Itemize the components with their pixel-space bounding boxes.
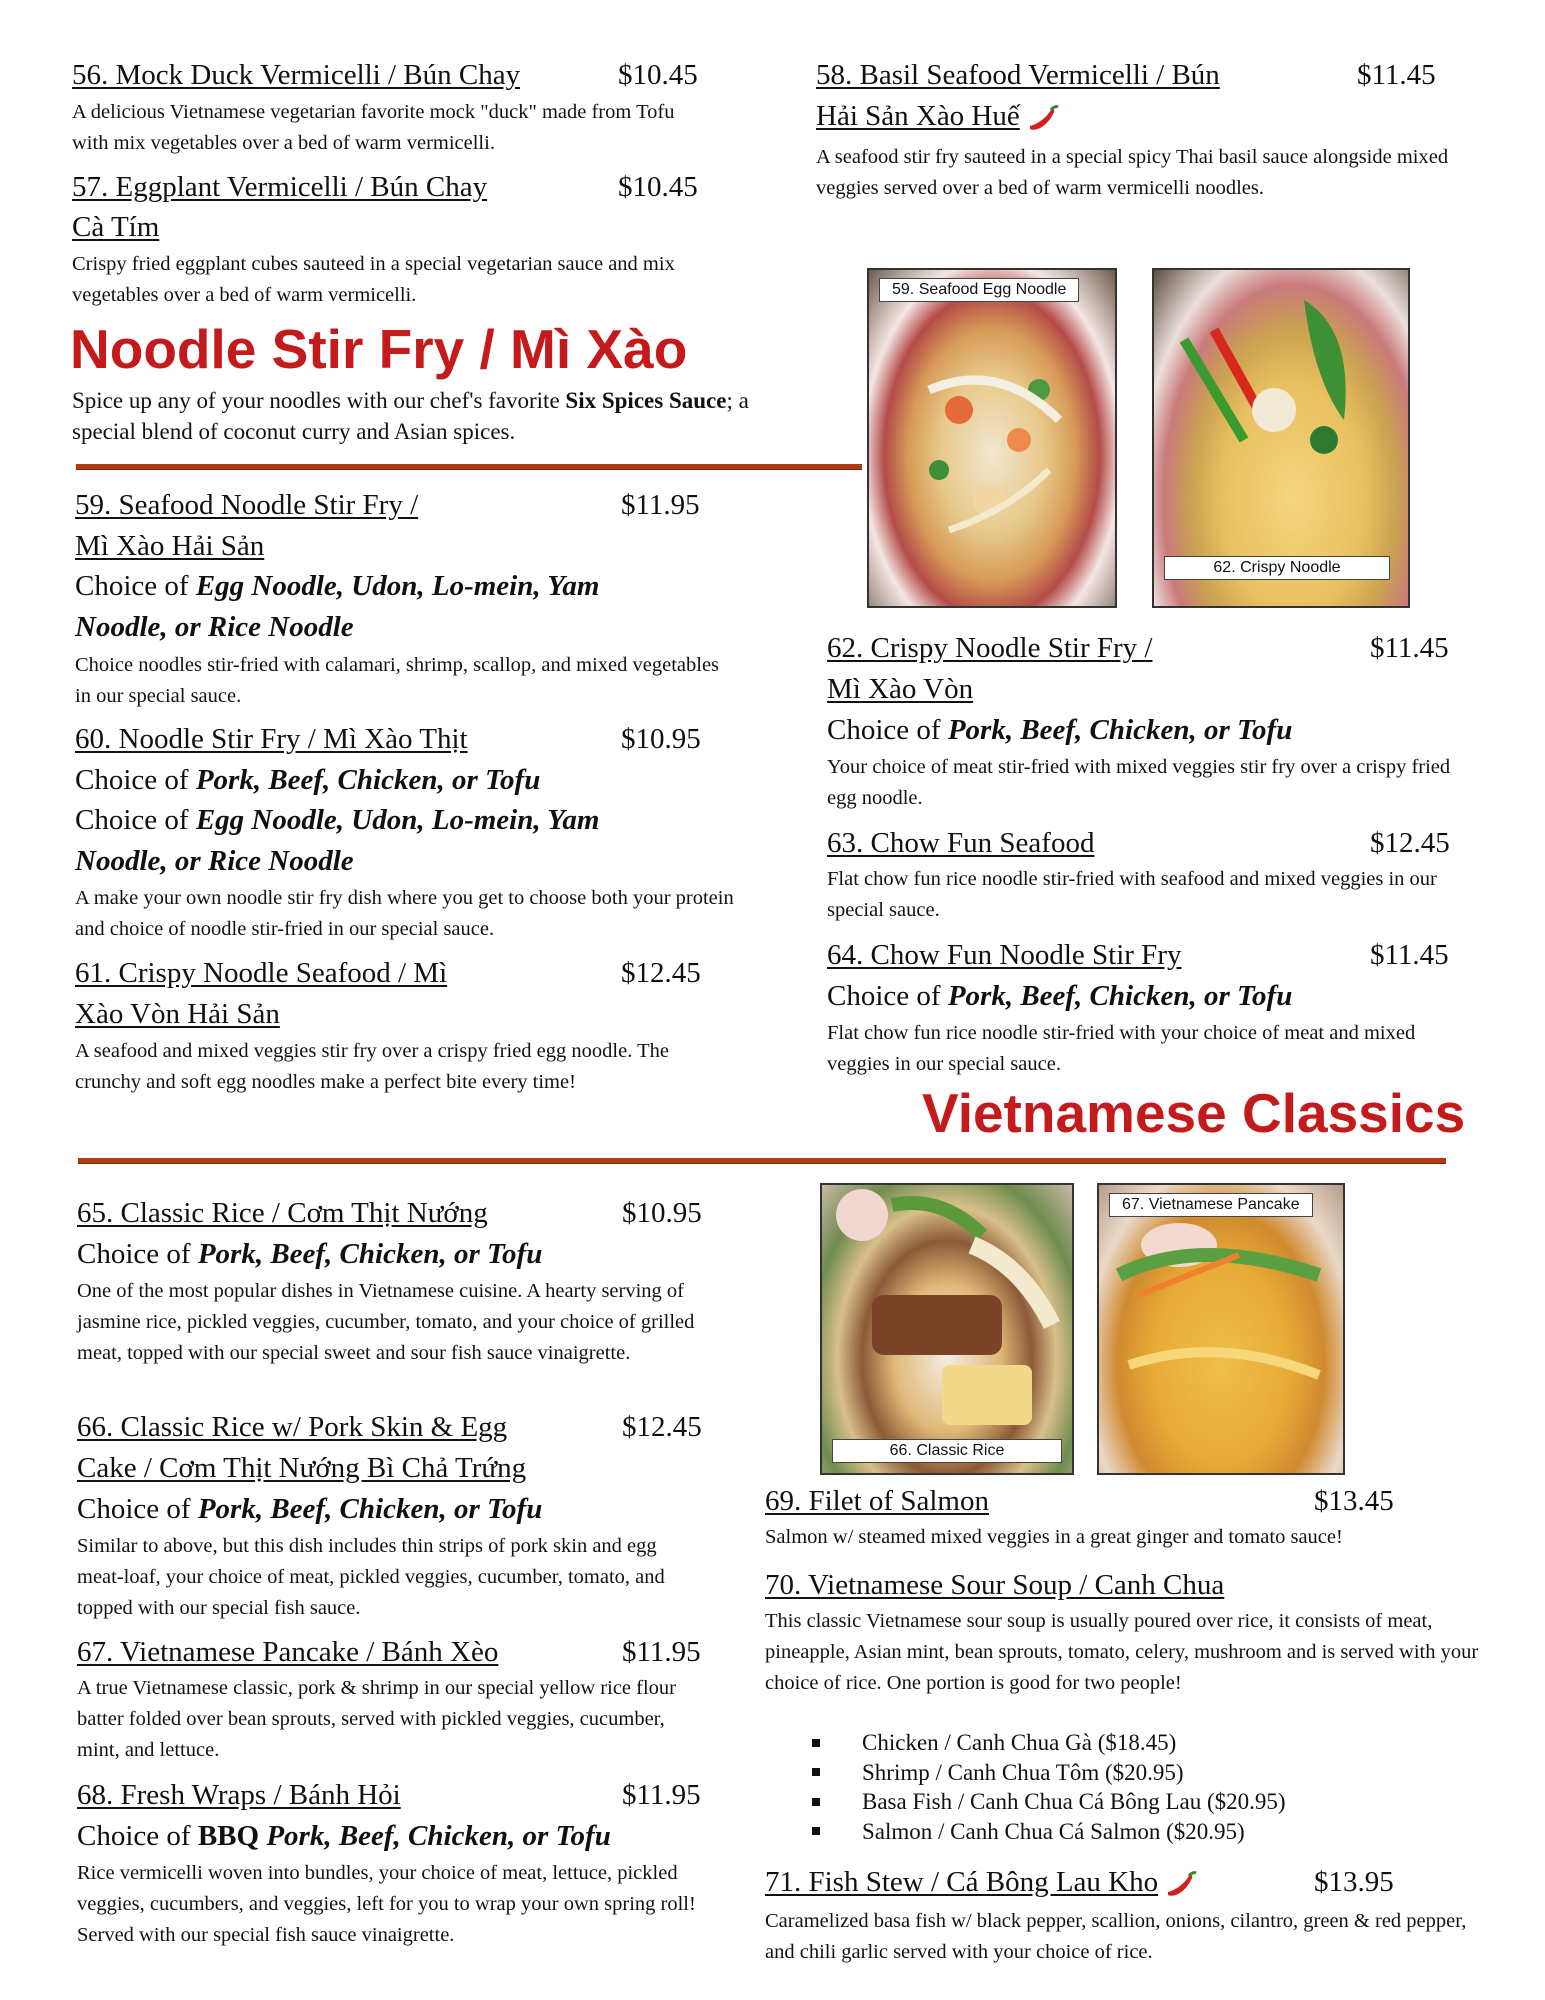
list-item [800, 1787, 1286, 1817]
item-64-title: 64. Chow Fun Noodle Stir Fry [827, 939, 1182, 971]
item-60-choice-noodle-line2 [75, 841, 354, 882]
item-71-description: Caramelized basa fish w/ black pepper, scallion, onions, cilantro, green & red pepper, and chili garlic served with your choice of rice. [765, 1910, 1467, 1963]
item-62-description: Your choice of meat stir-fried with mixed veggies stir fry over a crispy fried egg noodle. [827, 756, 1451, 809]
item-59-choice-line2 [75, 607, 354, 648]
list-item [800, 1758, 1286, 1788]
item-57-description: Crispy fried eggplant cubes sauteed in a special vegetarian sauce and mix vegetables over a bed of warm vermicelli. [72, 253, 675, 306]
item-57-title-line2: Cà Tím [72, 211, 160, 243]
intro-text: Spice up any of your noodles with our chef's favorite [72, 388, 566, 413]
item-65-description: One of the most popular dishes in Vietnamese cuisine. A hearty serving of jasmine rice, pickled veggies, cucumber, tomato, and your choice of grilled meat, topped with our special sweet and sour fish sauce vinaigrette. [77, 1280, 695, 1364]
item-59-choice-line1 [75, 566, 599, 607]
choice-prefix: Choice of [75, 764, 196, 796]
item-60-title: 60. Noodle Stir Fry / Mì Xào Thịt [75, 723, 468, 755]
item-62-choice [827, 710, 1292, 751]
chili-pepper-icon [1164, 1870, 1198, 1905]
list-item [800, 1817, 1286, 1847]
bullet-icon [812, 1827, 820, 1835]
item-69-title: 69. Filet of Salmon [765, 1485, 989, 1517]
item-60-price: $10.95 [621, 723, 701, 755]
seafood-egg-noodle-photo [867, 268, 1117, 608]
choice-options: Egg Noodle, Udon, Lo-mein, Yam [195, 570, 600, 602]
item-58-title-line2-row [816, 96, 1060, 139]
item-64-price: $11.45 [1370, 939, 1449, 971]
item-65-title: 65. Classic Rice / Cơm Thịt Nướng [77, 1197, 488, 1229]
item-61-description: A seafood and mixed veggies stir fry over a crispy fried egg noodle. The crunchy and soft egg noodles make a perfect bite every time! [75, 1040, 669, 1093]
choice-options: Pork, Beef, Chicken, or Tofu [197, 1493, 543, 1525]
vietnamese-pancake-photo [1097, 1183, 1345, 1475]
item-63-price: $12.45 [1370, 827, 1450, 859]
section-divider [78, 1158, 1446, 1164]
item-68-title: 68. Fresh Wraps / Bánh Hỏi [77, 1779, 401, 1811]
item-67-price: $11.95 [622, 1636, 701, 1668]
section-divider [76, 464, 862, 470]
choice-bbq: BBQ [197, 1820, 267, 1852]
item-64-description: Flat chow fun rice noodle stir-fried with your choice of meat and mixed veggies in our special sauce. [827, 1022, 1416, 1075]
soup-option: Chicken / Canh Chua Gà ($18.45) [862, 1730, 1177, 1755]
item-63-title: 63. Chow Fun Seafood [827, 827, 1095, 859]
choice-prefix: Choice of [75, 804, 196, 836]
noodle-section-intro [72, 385, 772, 447]
choice-prefix: Choice of [77, 1238, 198, 1270]
choice-options: Pork, Beef, Chicken, or Tofu [197, 1238, 543, 1270]
item-58-description: A seafood stir fry sauteed in a special spicy Thai basil sauce alongside mixed veggies served over a bed of warm vermicelli noodles. [816, 146, 1449, 199]
choice-prefix: Choice of [827, 980, 948, 1012]
item-70-title: 70. Vietnamese Sour Soup / Canh Chua [765, 1569, 1225, 1601]
item-62-title-line1: 62. Crispy Noodle Stir Fry / [827, 632, 1153, 664]
choice-prefix: Choice of [827, 714, 948, 746]
item-64-choice [827, 976, 1292, 1017]
classic-rice-photo [820, 1183, 1074, 1475]
item-58-title-line1: 58. Basil Seafood Vermicelli / Bún [816, 59, 1220, 91]
item-71-title: 71. Fish Stew / Cá Bông Lau Kho [765, 1866, 1159, 1898]
intro-text-end: ; a special blend of coconut curry and Asian spices. [72, 388, 749, 444]
item-59-title-line2: Mì Xào Hải Sản [75, 530, 265, 562]
item-57-title-line1: 57. Eggplant Vermicelli / Bún Chay [72, 171, 488, 203]
item-58-title-line2: Hải Sản Xào Huế [816, 100, 1020, 132]
item-57-price: $10.45 [618, 171, 698, 203]
item-66-price: $12.45 [622, 1411, 702, 1443]
item-68-choice [77, 1816, 611, 1857]
item-65-price: $10.95 [622, 1197, 702, 1229]
item-58-price: $11.45 [1357, 59, 1436, 91]
item-70-description: This classic Vietnamese sour soup is usually poured over rice, it consists of meat, pineapple, Asian mint, bean sprouts, tomato, celery, mushroom and is served with your choice of rice. One portion is good for two people! [765, 1610, 1479, 1694]
item-63-description: Flat chow fun rice noodle stir-fried with seafood and mixed veggies in our special sauce. [827, 868, 1437, 921]
photo-caption-59: 59. Seafood Egg Noodle [879, 278, 1079, 302]
item-61-price: $12.45 [621, 957, 701, 989]
item-68-description: Rice vermicelli woven into bundles, your choice of meat, lettuce, pickled veggies, cucumbers, and veggies, left for you to wrap your own spring roll! Served with our special fish sauce vinaigrette. [77, 1862, 696, 1946]
item-68-price: $11.95 [622, 1779, 701, 1811]
choice-options: Pork, Beef, Chicken, or Tofu [947, 714, 1293, 746]
item-67-title: 67. Vietnamese Pancake / Bánh Xèo [77, 1636, 499, 1668]
item-56-price: $10.45 [618, 59, 698, 91]
soup-options-list [800, 1728, 1286, 1846]
bullet-icon [812, 1768, 820, 1776]
choice-prefix: Choice of [77, 1820, 198, 1852]
item-62-price: $11.45 [1370, 632, 1449, 664]
item-61-title-line1: 61. Crispy Noodle Seafood / Mì [75, 957, 448, 989]
item-71-title-row [765, 1862, 1198, 1905]
crispy-noodle-photo [1152, 268, 1410, 608]
choice-options: Pork, Beef, Chicken, or Tofu [947, 980, 1293, 1012]
item-56-title: 56. Mock Duck Vermicelli / Bún Chay [72, 59, 521, 91]
choice-options: Pork, Beef, Chicken, or Tofu [266, 1820, 611, 1852]
item-71-price: $13.95 [1314, 1866, 1394, 1898]
chili-pepper-icon [1026, 104, 1060, 139]
soup-option: Salmon / Canh Chua Cá Salmon ($20.95) [862, 1818, 1245, 1844]
classics-section-title: Vietnamese Classics [922, 1082, 1466, 1144]
item-61-title-line2: Xào Vòn Hải Sản [75, 998, 280, 1030]
choice-options: Noodle, or Rice Noodle [75, 611, 354, 643]
item-59-price: $11.95 [621, 489, 700, 521]
photo-caption-62: 62. Crispy Noodle [1164, 556, 1390, 580]
choice-options: Pork, Beef, Chicken, or Tofu [195, 764, 541, 796]
item-69-price: $13.45 [1314, 1485, 1394, 1517]
photo-caption-67: 67. Vietnamese Pancake [1109, 1193, 1313, 1217]
item-67-description: A true Vietnamese classic, pork & shrimp in our special yellow rice flour batter folded over bean sprouts, served with pickled veggies, cucumber, mint, and lettuce. [77, 1677, 676, 1761]
noodle-section-title: Noodle Stir Fry / Mì Xào [70, 318, 688, 380]
intro-bold-sauce: Sauce [668, 388, 727, 413]
item-66-title-line1: 66. Classic Rice w/ Pork Skin & Egg [77, 1411, 508, 1443]
soup-option: Basa Fish / Canh Chua Cá Bông Lau ($20.95) [862, 1789, 1286, 1814]
bullet-icon [812, 1798, 820, 1806]
choice-prefix: Choice of [75, 570, 196, 602]
choice-prefix: Choice of [77, 1493, 198, 1525]
item-56-description: A delicious Vietnamese vegetarian favorite mock "duck" made from Tofu with mix vegetables over a bed of warm vermicelli. [72, 101, 675, 154]
item-60-choice-protein [75, 760, 540, 801]
item-62-title-line2: Mì Xào Vòn [827, 673, 974, 705]
choice-options: Noodle, or Rice Noodle [75, 845, 354, 877]
item-60-description: A make your own noodle stir fry dish where you get to choose both your protein and choice of noodle stir-fried in our special sauce. [75, 887, 734, 940]
bullet-icon [812, 1739, 820, 1747]
item-60-choice-noodle-line1 [75, 800, 599, 841]
photo-caption-66: 66. Classic Rice [832, 1439, 1062, 1463]
item-59-description: Choice noodles stir-fried with calamari, shrimp, scallop, and mixed vegetables in our special sauce. [75, 654, 720, 707]
list-item [800, 1728, 1286, 1758]
intro-bold-six-spices: Six Spices [565, 388, 664, 413]
choice-options: Egg Noodle, Udon, Lo-mein, Yam [195, 804, 600, 836]
item-59-title-line1: 59. Seafood Noodle Stir Fry / [75, 489, 419, 521]
soup-option: Shrimp / Canh Chua Tôm ($20.95) [862, 1759, 1184, 1785]
item-69-description: Salmon w/ steamed mixed veggies in a great ginger and tomato sauce! [765, 1526, 1343, 1548]
item-65-choice [77, 1234, 542, 1275]
item-66-description: Similar to above, but this dish includes thin strips of pork skin and egg meat-loaf, your choice of meat, pickled veggies, cucumber, tomato, and topped with our special fish sauce. [77, 1535, 665, 1619]
item-66-choice [77, 1489, 542, 1530]
item-66-title-line2: Cake / Cơm Thịt Nướng Bì Chả Trứng [77, 1452, 527, 1484]
